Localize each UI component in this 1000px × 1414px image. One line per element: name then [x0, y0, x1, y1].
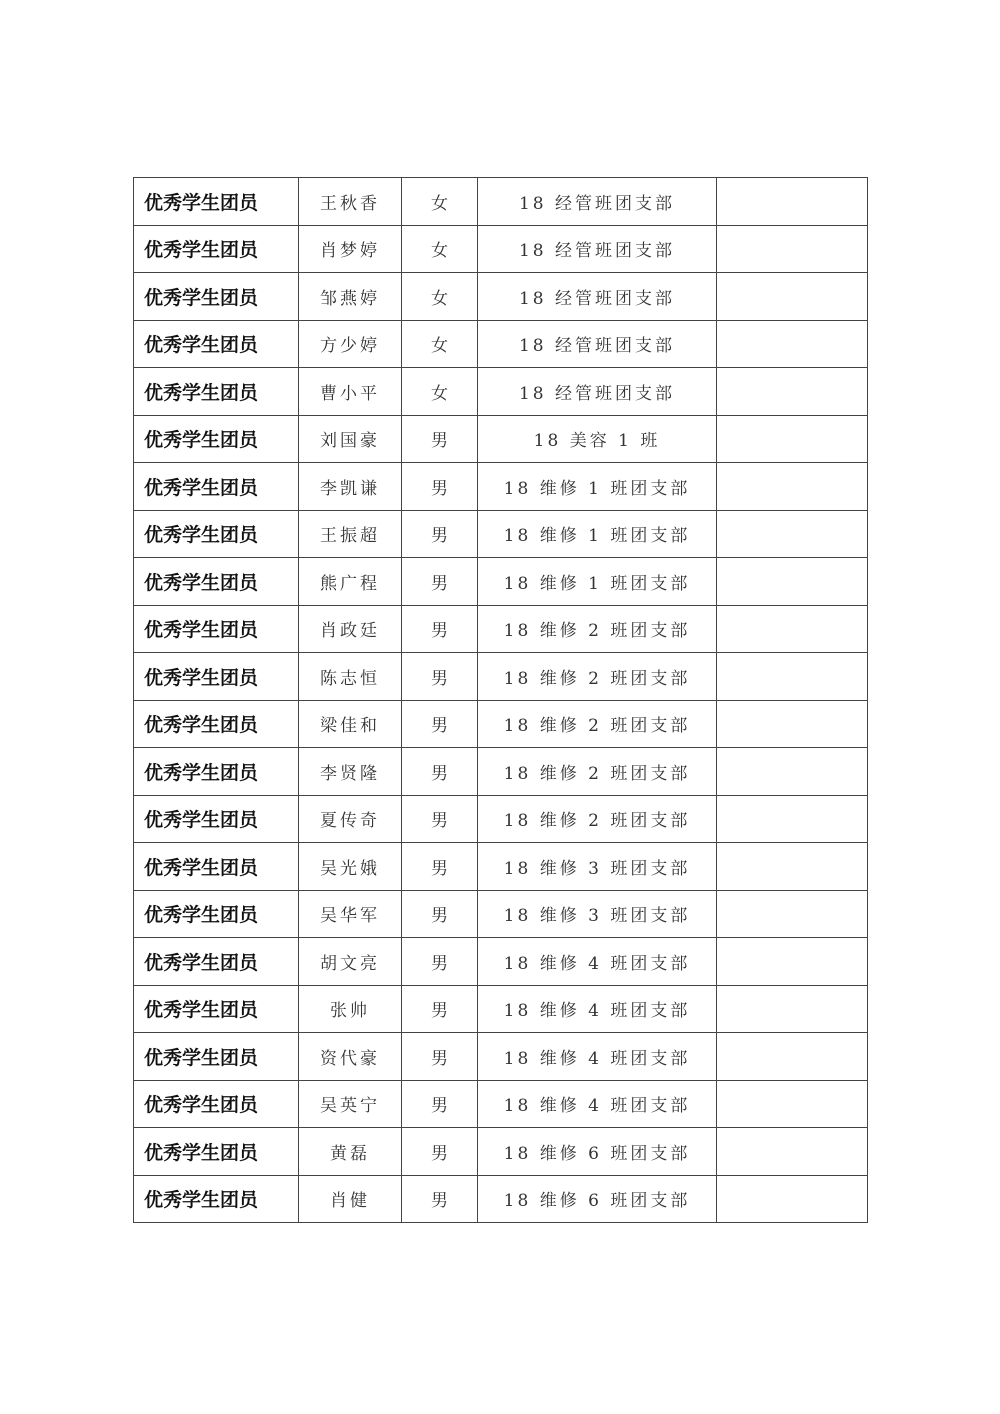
student-name-cell: 吴英宁: [299, 1080, 402, 1128]
table-row: [134, 415, 868, 463]
branch-cell: 18 维修 2 班团支部: [478, 653, 717, 701]
note-cell: [717, 415, 868, 463]
student-name-cell: 肖健: [299, 1175, 402, 1223]
gender-cell: 男: [402, 1128, 478, 1176]
gender-cell: 男: [402, 1080, 478, 1128]
student-name-cell: 张帅: [299, 985, 402, 1033]
branch-cell: 18 维修 6 班团支部: [478, 1175, 717, 1223]
branch-cell: 18 维修 1 班团支部: [478, 558, 717, 606]
award-cell: 优秀学生团员: [134, 843, 299, 891]
branch-cell: 18 经管班团支部: [478, 225, 717, 273]
award-cell: 优秀学生团员: [134, 225, 299, 273]
note-cell: [717, 795, 868, 843]
student-name-cell: 资代豪: [299, 1033, 402, 1081]
student-name-cell: 王振超: [299, 510, 402, 558]
table-row: [134, 843, 868, 891]
gender-cell: 男: [402, 748, 478, 796]
gender-cell: 男: [402, 463, 478, 511]
award-cell: 优秀学生团员: [134, 985, 299, 1033]
award-cell: 优秀学生团员: [134, 1033, 299, 1081]
gender-cell: 男: [402, 510, 478, 558]
award-cell: 优秀学生团员: [134, 700, 299, 748]
branch-cell: 18 维修 3 班团支部: [478, 890, 717, 938]
note-cell: [717, 1175, 868, 1223]
table-row: [134, 558, 868, 606]
award-cell: 优秀学生团员: [134, 938, 299, 986]
table-row: [134, 510, 868, 558]
student-name-cell: 邹燕婷: [299, 273, 402, 321]
student-name-cell: 陈志恒: [299, 653, 402, 701]
table-row: [134, 748, 868, 796]
award-cell: 优秀学生团员: [134, 558, 299, 606]
table-row: [134, 795, 868, 843]
table-row: [134, 605, 868, 653]
branch-cell: 18 维修 4 班团支部: [478, 938, 717, 986]
branch-cell: 18 美容 1 班: [478, 415, 717, 463]
branch-cell: 18 维修 6 班团支部: [478, 1128, 717, 1176]
branch-cell: 18 维修 4 班团支部: [478, 1080, 717, 1128]
note-cell: [717, 558, 868, 606]
note-cell: [717, 368, 868, 416]
note-cell: [717, 463, 868, 511]
note-cell: [717, 1128, 868, 1176]
branch-cell: 18 维修 4 班团支部: [478, 985, 717, 1033]
table-row: [134, 985, 868, 1033]
note-cell: [717, 1080, 868, 1128]
student-name-cell: 曹小平: [299, 368, 402, 416]
branch-cell: 18 维修 2 班团支部: [478, 795, 717, 843]
award-cell: 优秀学生团员: [134, 320, 299, 368]
roster-body: [134, 178, 868, 1223]
note-cell: [717, 748, 868, 796]
student-name-cell: 王秋香: [299, 178, 402, 226]
note-cell: [717, 653, 868, 701]
gender-cell: 男: [402, 558, 478, 606]
note-cell: [717, 1033, 868, 1081]
award-cell: 优秀学生团员: [134, 368, 299, 416]
gender-cell: 男: [402, 843, 478, 891]
note-cell: [717, 700, 868, 748]
gender-cell: 女: [402, 178, 478, 226]
branch-cell: 18 经管班团支部: [478, 178, 717, 226]
gender-cell: 男: [402, 605, 478, 653]
gender-cell: 男: [402, 653, 478, 701]
note-cell: [717, 510, 868, 558]
award-cell: 优秀学生团员: [134, 1128, 299, 1176]
table-row: [134, 653, 868, 701]
gender-cell: 男: [402, 700, 478, 748]
award-cell: 优秀学生团员: [134, 415, 299, 463]
student-name-cell: 胡文亮: [299, 938, 402, 986]
note-cell: [717, 938, 868, 986]
gender-cell: 男: [402, 1033, 478, 1081]
student-name-cell: 梁佳和: [299, 700, 402, 748]
student-name-cell: 吴华军: [299, 890, 402, 938]
table-row: [134, 178, 868, 226]
table-row: [134, 368, 868, 416]
gender-cell: 女: [402, 368, 478, 416]
branch-cell: 18 维修 1 班团支部: [478, 510, 717, 558]
note-cell: [717, 178, 868, 226]
gender-cell: 男: [402, 415, 478, 463]
table-row: [134, 463, 868, 511]
note-cell: [717, 985, 868, 1033]
note-cell: [717, 843, 868, 891]
note-cell: [717, 225, 868, 273]
gender-cell: 女: [402, 225, 478, 273]
note-cell: [717, 273, 868, 321]
award-cell: 优秀学生团员: [134, 1175, 299, 1223]
honor-roster-table: [133, 177, 868, 1223]
gender-cell: 女: [402, 273, 478, 321]
table-row: [134, 320, 868, 368]
table-row: [134, 1175, 868, 1223]
award-cell: 优秀学生团员: [134, 605, 299, 653]
student-name-cell: 夏传奇: [299, 795, 402, 843]
branch-cell: 18 经管班团支部: [478, 273, 717, 321]
branch-cell: 18 经管班团支部: [478, 368, 717, 416]
table-row: [134, 1033, 868, 1081]
branch-cell: 18 维修 2 班团支部: [478, 605, 717, 653]
branch-cell: 18 维修 1 班团支部: [478, 463, 717, 511]
table-row: [134, 700, 868, 748]
branch-cell: 18 维修 2 班团支部: [478, 748, 717, 796]
note-cell: [717, 605, 868, 653]
award-cell: 优秀学生团员: [134, 510, 299, 558]
award-cell: 优秀学生团员: [134, 273, 299, 321]
gender-cell: 男: [402, 890, 478, 938]
branch-cell: 18 经管班团支部: [478, 320, 717, 368]
branch-cell: 18 维修 4 班团支部: [478, 1033, 717, 1081]
student-name-cell: 刘国豪: [299, 415, 402, 463]
student-name-cell: 黄磊: [299, 1128, 402, 1176]
award-cell: 优秀学生团员: [134, 653, 299, 701]
table-row: [134, 1080, 868, 1128]
student-name-cell: 李凯谦: [299, 463, 402, 511]
table-row: [134, 225, 868, 273]
student-name-cell: 李贤隆: [299, 748, 402, 796]
award-cell: 优秀学生团员: [134, 178, 299, 226]
student-name-cell: 肖政廷: [299, 605, 402, 653]
award-cell: 优秀学生团员: [134, 748, 299, 796]
student-name-cell: 方少婷: [299, 320, 402, 368]
note-cell: [717, 890, 868, 938]
gender-cell: 男: [402, 1175, 478, 1223]
award-cell: 优秀学生团员: [134, 1080, 299, 1128]
award-cell: 优秀学生团员: [134, 463, 299, 511]
table-row: [134, 938, 868, 986]
student-name-cell: 吴光娥: [299, 843, 402, 891]
student-name-cell: 肖梦婷: [299, 225, 402, 273]
table-row: [134, 273, 868, 321]
table-row: [134, 1128, 868, 1176]
branch-cell: 18 维修 2 班团支部: [478, 700, 717, 748]
branch-cell: 18 维修 3 班团支部: [478, 843, 717, 891]
note-cell: [717, 320, 868, 368]
table-row: [134, 890, 868, 938]
award-cell: 优秀学生团员: [134, 890, 299, 938]
gender-cell: 男: [402, 795, 478, 843]
student-name-cell: 熊广程: [299, 558, 402, 606]
gender-cell: 男: [402, 985, 478, 1033]
gender-cell: 男: [402, 938, 478, 986]
gender-cell: 女: [402, 320, 478, 368]
award-cell: 优秀学生团员: [134, 795, 299, 843]
